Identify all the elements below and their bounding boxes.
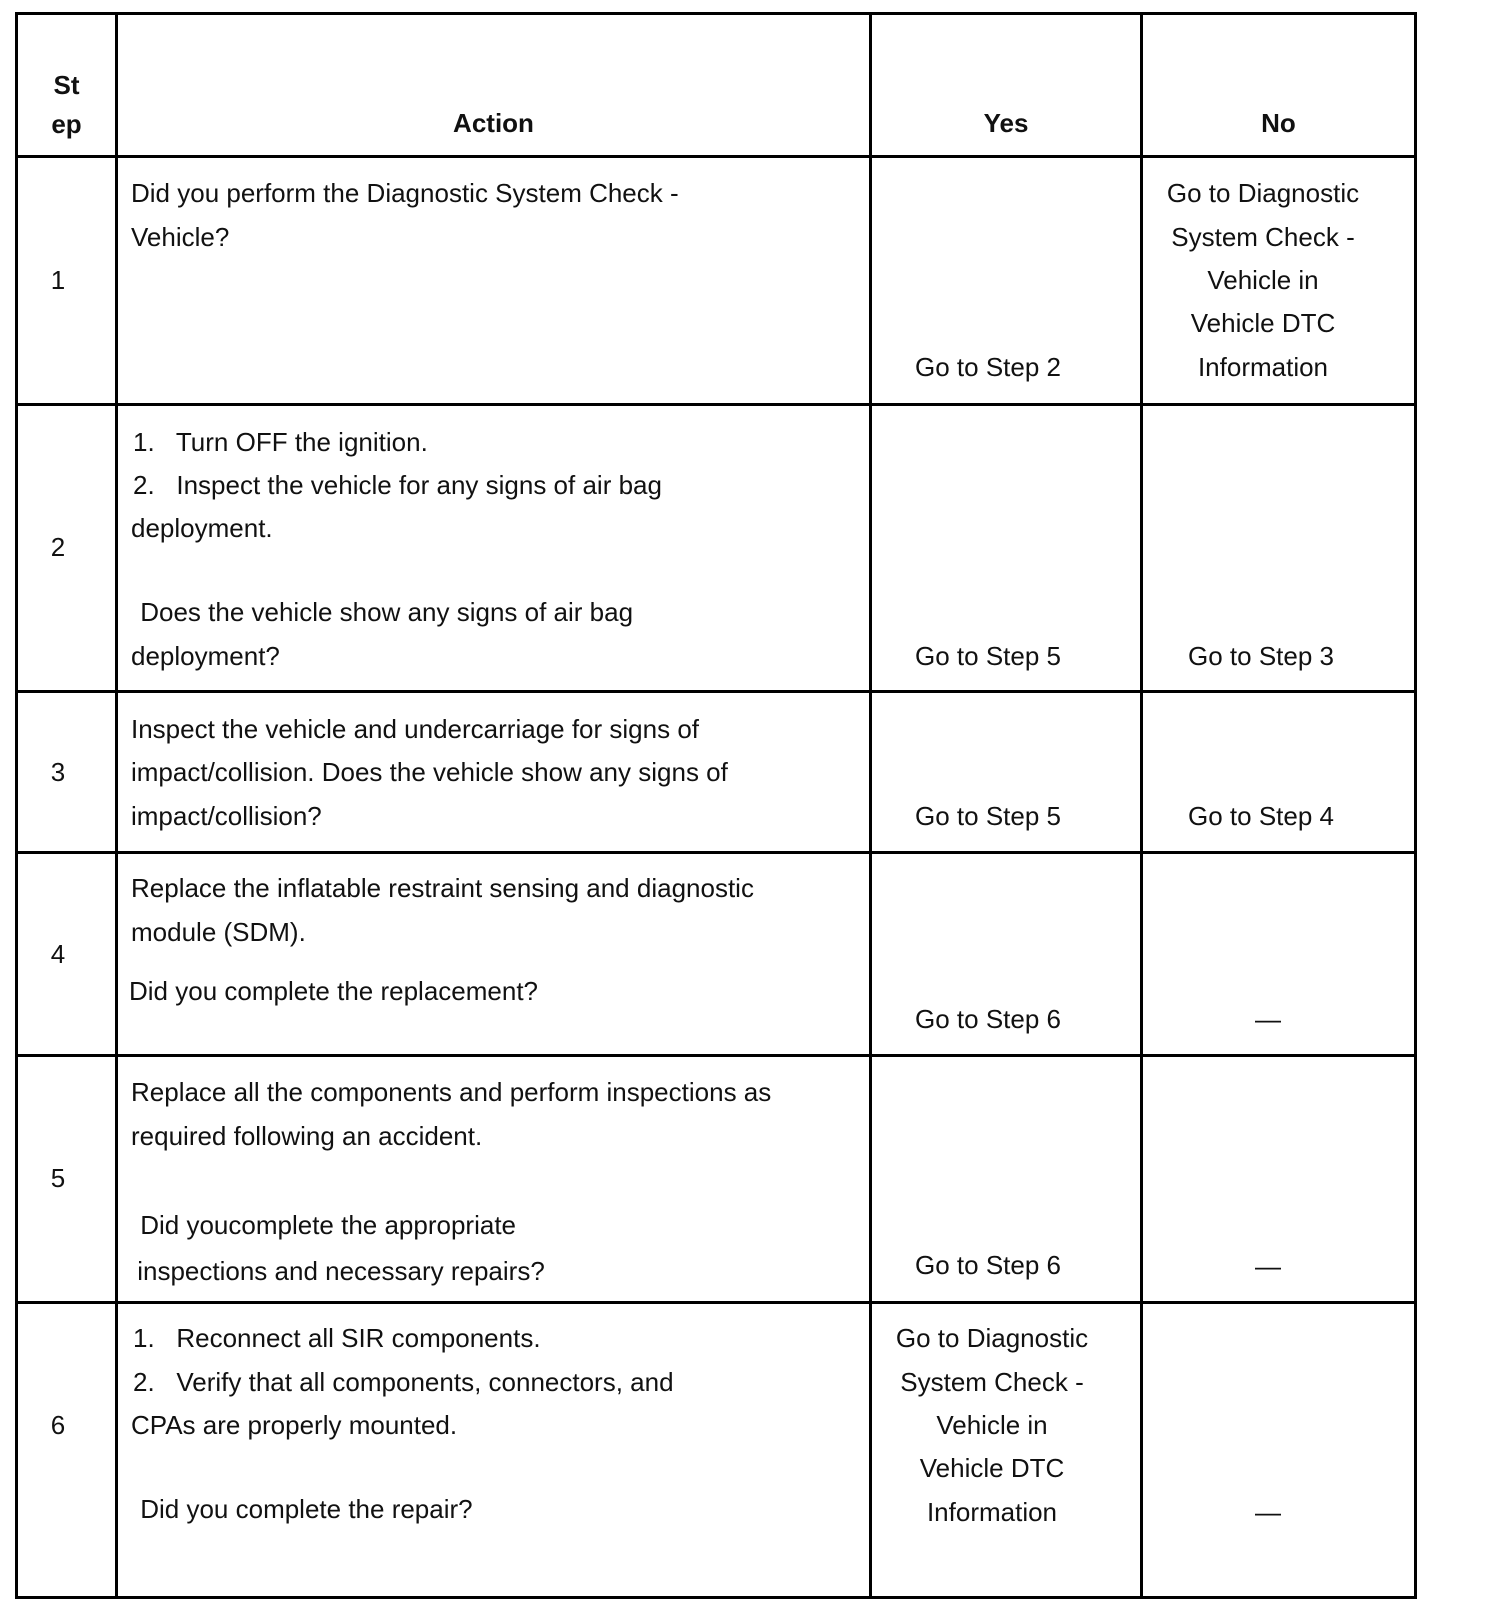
action-text: Inspect the vehicle and undercarriage for signs of (131, 714, 700, 744)
action-text: Did you complete the repair? (133, 1494, 473, 1524)
row-divider (15, 851, 1417, 854)
action-text: Did you complete the replacement? (129, 976, 539, 1006)
yes-result: Go to Step 5 (915, 641, 1061, 671)
table-border-bottom (15, 1596, 1417, 1599)
step-number: 4 (50, 939, 66, 969)
action-text: deployment? (131, 641, 280, 671)
step-number: 1 (50, 265, 66, 295)
header-step-line1: St (53, 70, 80, 100)
no-result: — (1255, 1251, 1281, 1281)
action-text: Did youcomplete the appropriate (133, 1210, 517, 1240)
header-step-line2: ep (51, 109, 82, 139)
header-action: Action (453, 108, 534, 138)
row-divider (15, 155, 1417, 158)
row-divider (15, 690, 1417, 693)
action-text: Does the vehicle show any signs of air bag (133, 597, 634, 627)
action-text: Vehicle? (131, 222, 230, 252)
table-border-left (15, 12, 18, 1599)
action-text: Did you perform the Diagnostic System Check - (131, 178, 679, 208)
yes-result: Information (926, 1497, 1058, 1527)
no-result: Vehicle in (1207, 265, 1319, 295)
yes-result: Go to Step 6 (915, 1250, 1061, 1280)
no-result: Information (1197, 352, 1329, 382)
action-text: Replace the inflatable restraint sensing and diagnostic (131, 873, 754, 903)
action-text: module (SDM). (131, 917, 306, 947)
no-result: — (1255, 1004, 1281, 1034)
action-text: 1. Reconnect all SIR components. (133, 1323, 541, 1353)
row-divider (15, 403, 1417, 406)
action-text: impact/collision. Does the vehicle show any signs of (131, 757, 728, 787)
no-result: Go to Diagnostic (1166, 178, 1360, 208)
action-text: Replace all the components and perform inspections as (131, 1077, 772, 1107)
action-text: required following an accident. (131, 1121, 483, 1151)
yes-result: System Check - (900, 1367, 1084, 1397)
table-border-right (1414, 12, 1417, 1599)
yes-result: Vehicle in (936, 1410, 1048, 1440)
table-border-top (15, 12, 1417, 15)
action-text: 1. Turn OFF the ignition. (133, 427, 428, 457)
action-text: inspections and necessary repairs? (130, 1256, 545, 1286)
yes-result: Go to Step 2 (915, 352, 1061, 382)
action-text: CPAs are properly mounted. (131, 1410, 458, 1440)
no-result: Go to Step 3 (1188, 641, 1334, 671)
action-text: impact/collision? (131, 801, 322, 831)
yes-result: Go to Step 6 (915, 1004, 1061, 1034)
step-number: 2 (50, 532, 66, 562)
step-number: 5 (50, 1163, 66, 1193)
yes-result: Go to Step 5 (915, 801, 1061, 831)
action-text: deployment. (131, 513, 273, 543)
header-no: No (1261, 108, 1296, 138)
yes-result: Go to Diagnostic (895, 1323, 1089, 1353)
no-result: Go to Step 4 (1188, 801, 1334, 831)
step-number: 3 (50, 757, 66, 787)
row-divider (15, 1054, 1417, 1057)
row-divider (15, 1301, 1417, 1304)
step-number: 6 (50, 1410, 66, 1440)
no-result: Vehicle DTC (1190, 308, 1336, 338)
action-text: 2. Inspect the vehicle for any signs of air bag (133, 470, 662, 500)
column-divider-step (115, 12, 118, 1599)
action-text: 2. Verify that all components, connectors, and (133, 1367, 674, 1397)
header-yes: Yes (983, 108, 1029, 138)
no-result: System Check - (1171, 222, 1355, 252)
yes-result: Vehicle DTC (919, 1453, 1065, 1483)
no-result: — (1255, 1497, 1281, 1527)
